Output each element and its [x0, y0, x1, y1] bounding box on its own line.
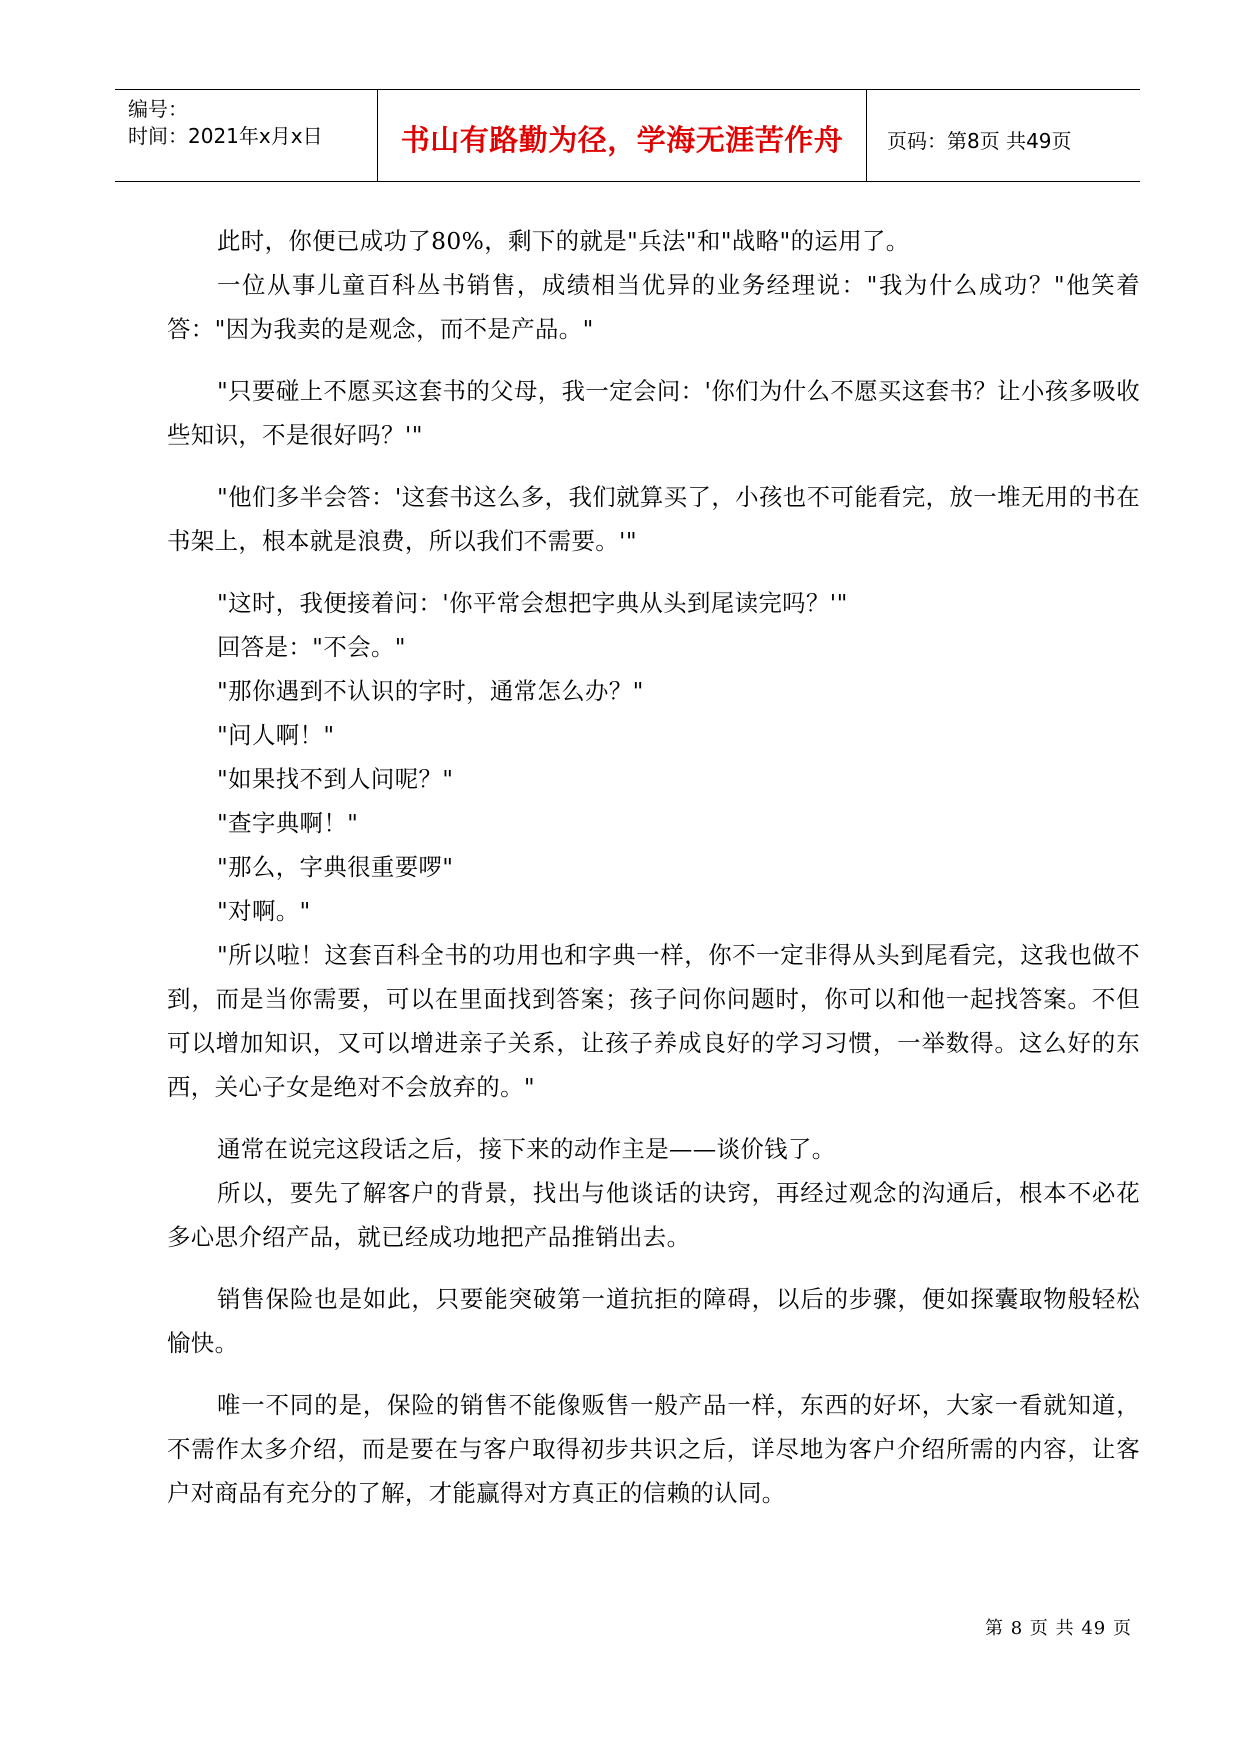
paragraph: "这时，我便接着问：'你平常会想把字典从头到尾读完吗？'" [217, 589, 848, 617]
paragraph: 回答是："不会。" [217, 633, 406, 661]
paragraph: 通常在说完这段话之后，接下来的动作主是——谈价钱了。 [217, 1135, 836, 1163]
paragraph: 唯一不同的是，保险的销售不能像贩售一般产品一样，东西的好坏，大家一看就知道，不需作太多介绍，而是要在与客户取得初步共识之后，详尽地为客户介绍所需的内容，让客户对商品有充分的了解，才能赢得对方真正的信赖的认同。 [167, 1391, 1140, 1507]
paragraph: "他们多半会答：'这套书这么多，我们就算买了，小孩也不可能看完，放一堆无用的书在书架上，根本就是浪费，所以我们不需要。'" [167, 483, 1140, 555]
paragraph: "对啊。" [217, 897, 311, 925]
paragraph: "那么，字典很重要啰" [217, 853, 454, 881]
paragraph: "问人啊！" [217, 721, 335, 749]
document-body [167, 219, 1140, 1515]
header-page-info: 页码：第8页 共49页 [887, 129, 1072, 153]
paragraph: "如果找不到人问呢？" [217, 765, 454, 793]
paragraph: 销售保险也是如此，只要能突破第一道抗拒的障碍，以后的步骤，便如探囊取物般轻松愉快。 [167, 1285, 1140, 1357]
motto-text: 书山有路勤为径，学海无涯苦作舟 [400, 123, 844, 157]
paragraph: 一位从事儿童百科丛书销售，成绩相当优异的业务经理说："我为什么成功？"他笑着答："因为我卖的是观念，而不是产品。" [167, 271, 1140, 343]
header-motto-cell [377, 90, 867, 181]
page-footer: 第 8 页 共 49 页 [985, 1618, 1132, 1639]
header-page-cell [867, 90, 1140, 181]
paragraph: 所以，要先了解客户的背景，找出与他谈话的诀窍，再经过观念的沟通后，根本不必花多心思介绍产品，就已经成功地把产品推销出去。 [167, 1179, 1140, 1251]
paragraph: "所以啦！这套百科全书的功用也和字典一样，你不一定非得从头到尾看完，这我也做不到，而是当你需要，可以在里面找到答案；孩子问你问题时，你可以和他一起找答案。不但可以增加知识，又可以增进亲子关系，让孩子养成良好的学习习惯，一举数得。这么好的东西，关心子女是绝对不会放弃的。" [167, 941, 1140, 1101]
paragraph: "那你遇到不认识的字时，通常怎么办？" [217, 677, 644, 705]
paragraph: 此时，你便已成功了80%，剩下的就是"兵法"和"战略"的运用了。 [217, 227, 910, 255]
paragraph: "只要碰上不愿买这套书的父母，我一定会问：'你们为什么不愿买这套书？让小孩多吸收些知识，不是很好吗？'" [167, 377, 1140, 449]
document-header [115, 89, 1140, 182]
header-info-cell [115, 90, 377, 181]
document-number-label: 编号： [128, 97, 188, 121]
document-time-label: 时间：2021年x月x日 [128, 124, 323, 148]
paragraph: "查字典啊！" [217, 809, 359, 837]
